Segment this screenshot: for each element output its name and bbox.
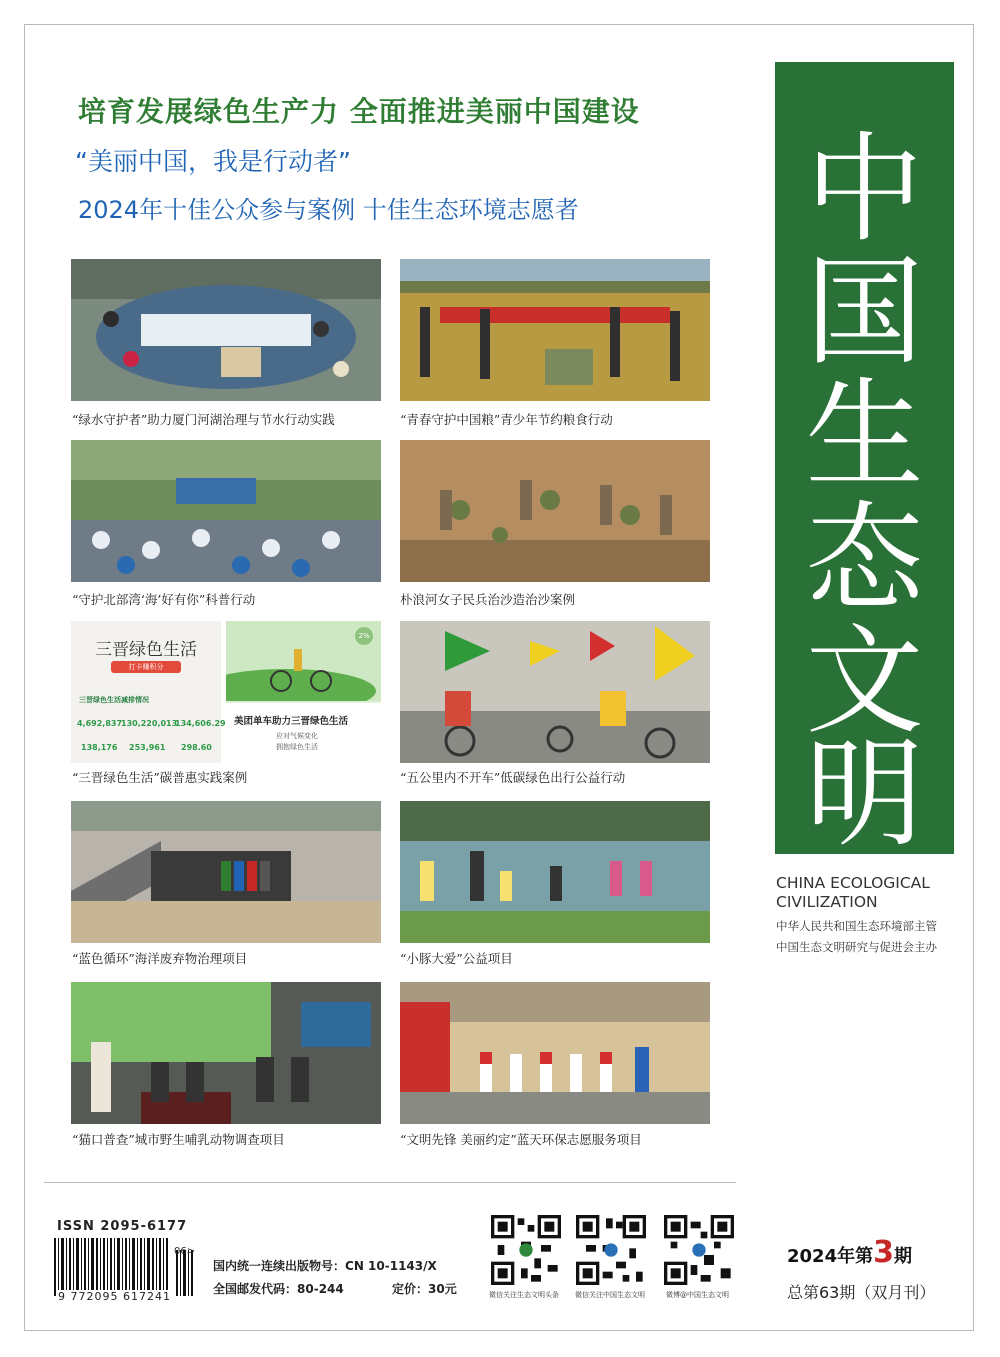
cover-slogan: “美丽中国，我是行动者” [75, 147, 351, 176]
photo-caption: “猫口普查”城市野生哺乳动物调查项目 [72, 1132, 285, 1147]
price-value: 30元 [428, 1282, 457, 1296]
qr-code[interactable] [491, 1215, 561, 1285]
masthead-char: 中 [805, 120, 924, 258]
app-stat: 298.60 [181, 743, 212, 752]
photo-caption: “青春守护中国粮”青少年节约粮食行动 [400, 412, 613, 427]
app-stat: 138,176 [81, 743, 118, 752]
english-title [776, 874, 966, 912]
cn-label: 国内统一连续出版物号： [213, 1259, 346, 1273]
app-title: 三晋绿色生活 [95, 640, 197, 660]
photo-low-carbon-cycling [400, 621, 710, 763]
issn: ISSN 2095-6177 [57, 1219, 188, 1234]
masthead-char: 生 [805, 366, 924, 504]
app-stat: 253,961 [129, 743, 166, 752]
photo-caption: “小豚大爱”公益项目 [400, 951, 513, 966]
qr-code[interactable] [664, 1215, 734, 1285]
app-panel-right [226, 621, 381, 763]
qr-label: 微信关注生态文明头条 [489, 1291, 559, 1299]
photo-blue-cycle [71, 801, 381, 943]
qr-label: 微博@中国生态文明 [666, 1291, 729, 1299]
photo-beibu-gulf [71, 440, 381, 582]
postal-value: 80-244 [297, 1282, 344, 1296]
footer-divider [44, 1182, 736, 1183]
app-side-line: 应对气候变化 [276, 732, 318, 740]
barcode-addon: 06> [174, 1246, 196, 1257]
cn-value: CN 10-1143/X [345, 1259, 437, 1273]
app-badge: 2% [355, 627, 373, 645]
photo-app-screenshot [71, 621, 381, 763]
app-checkin-button: 打卡赚积分 [111, 661, 181, 673]
postal-code [213, 1280, 344, 1297]
masthead-panel [775, 62, 954, 863]
sponsor-line: 中国生态文明研究与促进会主办 [776, 940, 937, 954]
photo-water-guardians [71, 259, 381, 401]
photo-caption: “守护北部湾‘海’好有你”科普行动 [72, 592, 256, 607]
app-side-title: 美团单车助力三晋绿色生活 [234, 716, 349, 727]
masthead-char: 态 [805, 489, 924, 627]
sponsor-line: 中华人民共和国生态环境部主管 [776, 919, 937, 933]
qr-code[interactable] [576, 1215, 646, 1285]
app-stats-title: 三晋绿色生活减排情况 [79, 696, 149, 704]
qr-label: 微信关注中国生态文明 [575, 1291, 645, 1299]
price [392, 1280, 457, 1297]
photo-caption: “绿水守护者”助力厦门河湖治理与节水行动实践 [72, 412, 335, 427]
app-stat: 130,220,013 [121, 719, 178, 728]
app-panel-left [71, 621, 226, 763]
price-label: 定价： [392, 1282, 429, 1296]
photo-caption: “蓝色循环”海洋废弃物治理项目 [72, 951, 248, 966]
photo-caption: “文明先锋 美丽约定”蓝天环保志愿服务项目 [400, 1132, 642, 1147]
cover-headline: 培育发展绿色生产力 全面推进美丽中国建设 [78, 95, 640, 128]
english-title-line: CHINA ECOLOGICAL [776, 874, 930, 892]
photo-cat-census [71, 982, 381, 1124]
photo-caption: 朴浪河女子民兵治沙造治沙案例 [400, 592, 576, 607]
photo-little-porpoise [400, 801, 710, 943]
issue-prefix: 2024年第 [787, 1246, 874, 1267]
issue-number [787, 1235, 912, 1270]
issue-digit: 3 [873, 1235, 894, 1270]
masthead-char: 文 [805, 612, 924, 750]
photo-blue-sky-volunteers [400, 982, 710, 1124]
cn-number [213, 1257, 437, 1274]
issue-total: 总第63期（双月刊） [787, 1283, 936, 1302]
app-side-line: 拥抱绿色生活 [276, 743, 318, 751]
masthead-char: 明 [805, 725, 924, 863]
cover-subtitle: 2024年十佳公众参与案例 十佳生态环境志愿者 [78, 196, 579, 224]
photo-desert-control [400, 440, 710, 582]
barcode-number: 9 772095 617241 [58, 1290, 171, 1303]
app-stat: 4,692,837 [77, 719, 123, 728]
english-title-line: CIVILIZATION [776, 893, 878, 911]
issue-suffix: 期 [893, 1246, 912, 1267]
app-stat: 134,606.29 [175, 719, 226, 728]
masthead-char: 国 [805, 243, 924, 381]
photo-caption: “三晋绿色生活”碳普惠实践案例 [72, 770, 248, 785]
photo-save-grain [400, 259, 710, 401]
postal-label: 全国邮发代码： [213, 1282, 298, 1296]
photo-caption: “五公里内不开车”低碳绿色出行公益行动 [400, 770, 626, 785]
